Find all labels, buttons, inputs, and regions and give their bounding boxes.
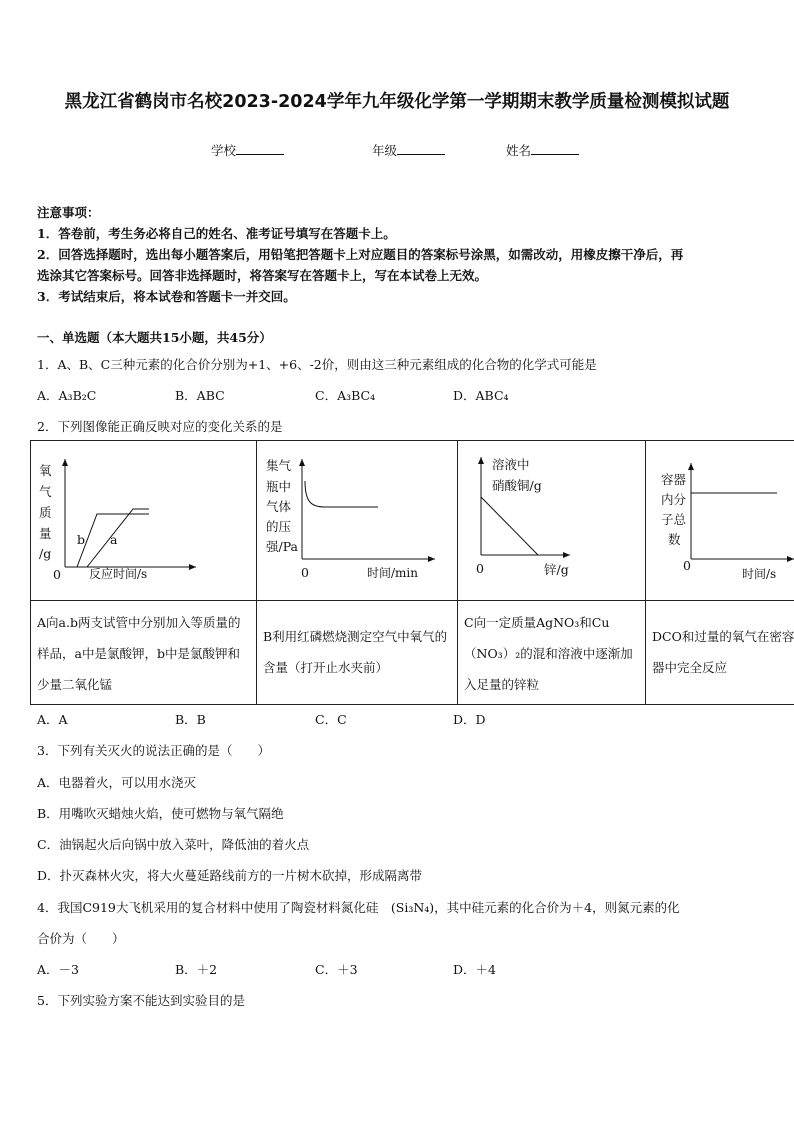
- graph-cell-a: [31, 441, 257, 601]
- y-label-line: 子总: [661, 512, 687, 527]
- y-label-line: 容器: [661, 472, 687, 487]
- nitrate-line: [481, 497, 538, 555]
- caption-b: B利用红磷燃烧测定空气中氧气的含量（打开止水夹前）: [263, 629, 448, 675]
- graph-c: [458, 441, 645, 596]
- graph-cell-c: [458, 441, 646, 601]
- curve-a: [87, 509, 149, 567]
- question-stem-cont: 合价为（ ）: [37, 931, 125, 946]
- grade-label: 年级: [372, 143, 398, 158]
- option-d: D．扑灭森林火灾，将大火蔓延路线前方的一片树木砍掉，形成隔离带: [37, 868, 423, 883]
- name-blank: [531, 142, 579, 155]
- option-a: A．电器着火，可以用水浇灭: [37, 775, 197, 790]
- caption-cell: [257, 601, 458, 705]
- x-axis-label: 时间/s: [742, 567, 777, 581]
- origin-label: 0: [476, 561, 484, 576]
- y-label-char: 氧: [39, 463, 52, 478]
- notice-item: 1．答卷前，考生务必将自己的姓名、准考证号填写在答题卡上。: [37, 226, 396, 241]
- question-stem: 2．下列图像能正确反映对应的变化关系的是: [37, 419, 283, 434]
- graph-table: [30, 440, 794, 705]
- caption-cell: [31, 601, 257, 705]
- graph-a: [31, 441, 256, 596]
- y-label-line: 的压: [266, 519, 292, 534]
- question-stem: 4．我国C919大飞机采用的复合材料中使用了陶瓷材料氮化硅 (Si₃N₄)，其中硅元素的化合价为＋4，则氮元素的化: [37, 900, 680, 915]
- name-field: [506, 141, 579, 159]
- option-d: D．＋4: [453, 962, 496, 977]
- notice-item: 2．回答选择题时，选出每小题答案后，用铅笔把答题卡上对应题目的答案标号涂黑，如需改动，用橡皮擦干净后，再: [37, 247, 684, 262]
- option-a: A．A: [37, 712, 68, 727]
- y-label-char: 气: [39, 484, 52, 499]
- option-c: C．C: [315, 712, 347, 727]
- y-label-line: 内分: [661, 492, 687, 507]
- x-axis-arrow: [428, 556, 435, 562]
- y-label-line: 硝酸铜/g: [492, 478, 542, 493]
- option-a: A．A₃B₂C: [37, 388, 97, 403]
- question-stem: 1．A、B、C三种元素的化合价分别为+1、+6、-2价，则由这三种元素组成的化合物的化学式可能是: [37, 357, 597, 372]
- graph-b: [257, 441, 457, 596]
- option-b: B．ABC: [175, 388, 225, 403]
- caption-cell: [646, 601, 794, 705]
- y-label-line: 数: [668, 532, 681, 547]
- y-axis-arrow: [62, 459, 68, 466]
- graph-d: [646, 441, 794, 596]
- y-label-line: 气体: [266, 499, 292, 514]
- y-label-char: 量: [39, 526, 52, 541]
- section-heading: 一、单选题（本大题共15小题，共45分）: [37, 330, 272, 345]
- page-title: 黑龙江省鹤岗市名校2023-2024学年九年级化学第一学期期末教学质量检测模拟试题: [64, 92, 730, 112]
- y-axis-arrow: [688, 463, 694, 470]
- option-a: A．－3: [37, 962, 79, 977]
- y-label-line: 瓶中: [266, 479, 292, 494]
- school-label: 学校: [211, 143, 237, 158]
- school-field: [211, 141, 284, 159]
- x-axis-label: 锌/g: [544, 562, 569, 577]
- pressure-curve: [305, 481, 378, 507]
- option-b: B．用嘴吹灭蜡烛火焰，使可燃物与氧气隔绝: [37, 806, 284, 821]
- caption-a: A向a.b两支试管中分别加入等质量的样品，a中是氯酸钾，b中是氯酸钾和少量二氧化锰: [37, 615, 241, 692]
- caption-c: C向一定质量AgNO₃和Cu（NO₃）₂的混和溶液中逐渐加入足量的锌粒: [464, 615, 633, 692]
- grade-blank: [397, 142, 445, 155]
- notice-item: 选涂其它答案标号。回答非选择题时，将答案写在答题卡上，写在本试卷上无效。: [37, 268, 488, 283]
- option-c: C．A₃BC₄: [315, 388, 376, 403]
- y-label-line: 集气: [266, 458, 292, 473]
- option-b: B．＋2: [175, 962, 218, 977]
- x-axis-arrow: [563, 552, 570, 558]
- x-axis-arrow: [189, 564, 196, 570]
- x-axis-arrow: [787, 556, 794, 562]
- y-label-char: /g: [39, 546, 52, 561]
- name-label: 姓名: [506, 143, 532, 158]
- option-d: D．D: [453, 712, 486, 727]
- notice-item: 3．考试结束后，将本试卷和答题卡一并交回。: [37, 289, 296, 304]
- notice-heading: 注意事项：: [37, 205, 100, 220]
- option-c: C．＋3: [315, 962, 358, 977]
- y-label-line: 溶液中: [492, 457, 530, 472]
- question-stem: 5．下列实验方案不能达到实验目的是: [37, 993, 245, 1008]
- school-blank: [236, 142, 284, 155]
- y-axis-arrow: [299, 459, 305, 466]
- caption-d: DCO和过量的氧气在密容器中完全反应: [652, 629, 794, 675]
- x-axis-label: 反应时间/s: [89, 567, 148, 581]
- curve-label-a: a: [110, 532, 118, 547]
- graph-cell-b: [257, 441, 458, 601]
- y-axis-arrow: [478, 457, 484, 464]
- x-axis-label: 时间/min: [367, 566, 418, 580]
- origin-label: 0: [683, 558, 691, 573]
- caption-cell: [458, 601, 646, 705]
- option-d: D．ABC₄: [453, 388, 509, 403]
- option-b: B．B: [175, 712, 206, 727]
- graph-cell-d: [646, 441, 794, 601]
- question-stem: 3．下列有关灭火的说法正确的是（ ）: [37, 743, 270, 758]
- y-label-char: 质: [39, 505, 52, 520]
- option-c: C．油锅起火后向锅中放入菜叶，降低油的着火点: [37, 837, 310, 852]
- grade-field: [372, 141, 445, 159]
- y-label-line: 强/Pa: [266, 539, 299, 554]
- origin-label: 0: [301, 565, 309, 580]
- origin-label: 0: [53, 567, 61, 582]
- curve-label-b: b: [77, 532, 86, 547]
